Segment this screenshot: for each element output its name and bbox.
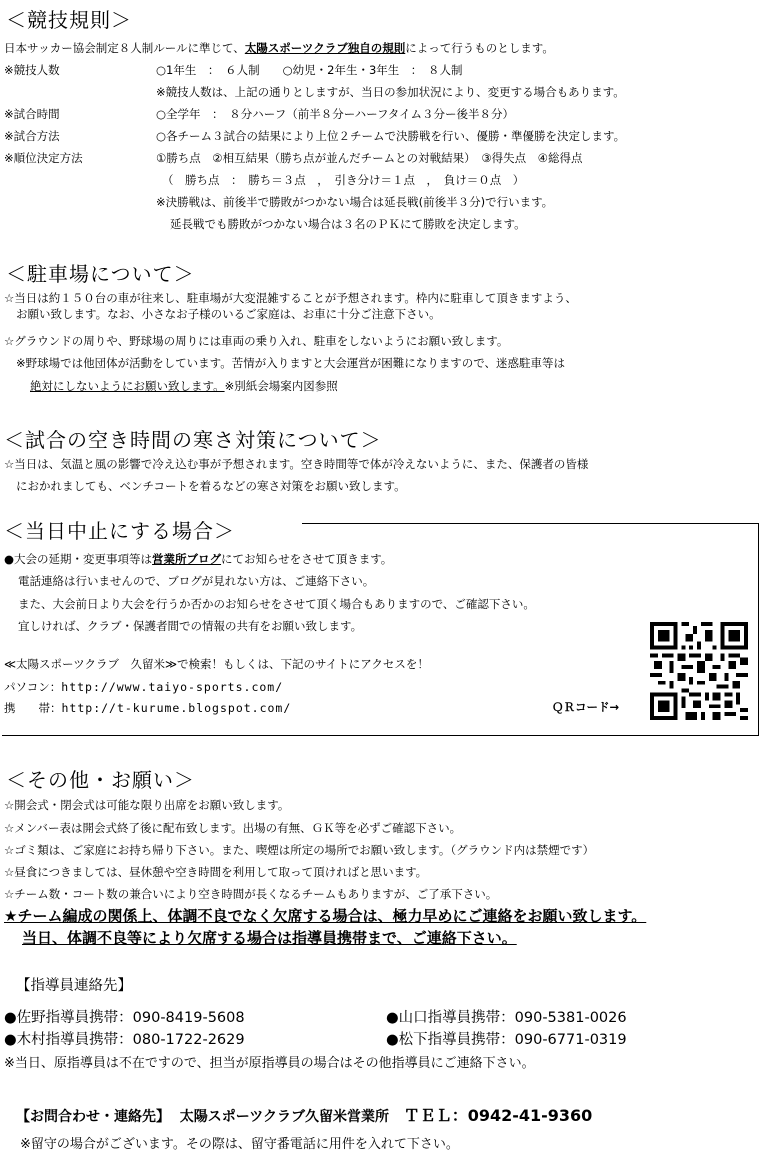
absence-notice-1: ★チーム編成の関係上、体調不良でなく欠席する場合は、極力早めにご連絡をお願い致します。 (4, 907, 647, 925)
rules-intro-bold: 太陽スポーツクラブ独自の規則 (244, 41, 406, 55)
other-heading: ＜その他・お願い＞ (6, 768, 195, 792)
pc-url-row (4, 679, 283, 695)
other-line-1: ☆開会式・閉会式は可能な限り出席をお願い致します。 (4, 798, 290, 812)
method-text: ○各チーム３試合の結果により上位２チームで決勝戦を行い、優勝・準優勝を決定します。 (156, 129, 626, 143)
mobile-url-link[interactable]: http://t-kurume.blogspot.com/ (61, 701, 292, 715)
parking-line-4: ※野球場では他団体が活動をしています。苦情が入りますと大会運営が困難になりますので、迷惑駐車等は (16, 356, 565, 370)
players-text: ○1年生 ： ６人制 ○幼児・2年生・3年生 ： ８人制 (156, 63, 463, 77)
inquiry-tel: ＴＥＬ：0942-41-9360 (403, 1106, 593, 1125)
mobile-url-row (4, 700, 291, 716)
method-label: ※試合方法 (4, 129, 60, 143)
cancel-search-text: ≪太陽スポーツクラブ 久留米≫で検索！もしくは、下記のサイトにアクセスを！ (4, 657, 429, 671)
players-label: ※競技人数 (4, 63, 60, 77)
coach-contact-kimura: ●木村指導員携帯：080-1722-2629 (4, 1032, 245, 1048)
other-line-2: ☆メンバー表は開会式終了後に配布致します。出場の有無、ＧＫ等を必ずご確認下さい。 (4, 821, 462, 835)
inquiry-label: 【お問合わせ・連絡先】 (16, 1109, 170, 1125)
points-text: （ 勝ち点 ： 勝ち＝３点 ， 引き分け＝１点 ， 負け＝０点 ） (162, 173, 525, 187)
parking-line-3: ☆グラウンドの周りや、野球場の周りには車両の乗り入れ、駐車をしないようにお願い致します。 (4, 334, 509, 348)
rules-intro-post: によって行うものとします。 (405, 41, 554, 55)
rules-intro-pre: 日本サッカー協会制定８人制ルールに準じて、 (4, 41, 245, 55)
coaches-note: ※当日、原指導員は不在ですので、担当が原指導員の場合はその他指導員にご連絡下さい。 (4, 1056, 535, 1071)
inquiry-note: ※留守の場合がございます。その際は、留守番電話に用件を入れて下さい。 (20, 1137, 459, 1152)
cancel-line-1 (4, 551, 392, 567)
parking-line-2: お願い致します。なお、小さなお子様のいるご家庭は、お車に十分ご注意下さい。 (16, 307, 441, 321)
inquiry-office: 太陽スポーツクラブ久留米営業所 (179, 1109, 390, 1125)
cancel-line-1-post: にてお知らせをさせて頂きます。 (221, 552, 393, 566)
rules-heading: ＜競技規則＞ (6, 8, 132, 32)
absence-notice-2: 当日、体調不良等により欠席する場合は指導員携帯まで、ご連絡下さい。 (22, 929, 517, 947)
final-note-2: 延長戦でも勝敗がつかない場合は３名のＰＫにて勝敗を決定します。 (170, 217, 526, 231)
pc-url-link[interactable]: http://www.taiyo-sports.com/ (61, 680, 284, 694)
other-line-3: ☆ゴミ類は、ご家庭にお持ち帰り下さい。また、喫煙は所定の場所でお願い致します。（グラウンド内は禁煙です） (4, 843, 595, 857)
coach-contact-sano: ●佐野指導員携帯：090-8419-5608 (4, 1010, 245, 1026)
coaches-heading: 【指導員連絡先】 (16, 978, 132, 994)
time-label: ※試合時間 (4, 107, 60, 121)
coach-contact-matsushita: ●松下指導員携帯：090-6771-0319 (386, 1032, 627, 1048)
parking-heading: ＜駐車場について＞ (6, 262, 195, 286)
inquiry-row (16, 1103, 592, 1126)
cold-heading: ＜試合の空き時間の寒さ対策について＞ (4, 428, 382, 452)
mobile-label: 携 帯： (4, 701, 62, 715)
parking-warning-underlined: 絶対にしないようにお願い致します。 (30, 379, 225, 393)
other-line-4: ☆昼食につきましては、昼休憩や空き時間を利用して取って頂ければと思います。 (4, 865, 428, 879)
players-note: ※競技人数は、上記の通りとしますが、当日の参加状況により、変更する場合もあります。 (156, 85, 625, 99)
other-line-5: ☆チーム数・コート数の兼合いにより空き時間が長くなるチームもありますが、ご了承下さい。 (4, 887, 498, 901)
qr-code-image[interactable] (650, 622, 748, 720)
parking-line-1: ☆当日は約１５０台の車が往来し、駐車場が大変混雑することが予想されます。枠内に駐車して頂きますよう、 (4, 291, 577, 305)
final-note-1: ※決勝戦は、前後半で勝敗がつかない場合は延長戦(前後半３分)で行います。 (156, 195, 554, 209)
parking-line-5 (30, 378, 338, 394)
cancel-line-3: また、大会前日より大会を行うか否かのお知らせをさせて頂く場合もありますので、ご確認下さい。 (18, 597, 535, 611)
qr-label: ＱＲコード→ (552, 700, 620, 714)
rules-intro (4, 40, 554, 56)
pc-label: パソコン： (4, 680, 62, 694)
blog-link-text: 営業所ブログ (152, 552, 222, 566)
cancel-line-4: 宜しければ、クラブ・保護者間での情報の共有をお願い致します。 (18, 619, 363, 633)
cancel-line-2: 電話連絡は行いませんので、ブログが見れない方は、ご連絡下さい。 (18, 574, 375, 588)
cold-line-2: におかれましても、ベンチコートを着るなどの寒さ対策をお願い致します。 (16, 479, 406, 493)
time-text: ○全学年 ： ８分ハーフ（前半８分ーハーフタイム３分ー後半８分） (156, 107, 515, 121)
coach-contact-yamaguchi: ●山口指導員携帯：090-5381-0026 (386, 1010, 627, 1026)
parking-map-ref: ※別紙会場案内図参照 (224, 379, 338, 393)
cold-line-1: ☆当日は、気温と風の影響で冷え込む事が予想されます。空き時間等で体が冷えないように、また、保護者の皆様 (4, 457, 589, 471)
rank-text: ①勝ち点 ②相互結果（勝ち点が並んだチームとの対戦結果） ③得失点 ④総得点 (156, 151, 583, 165)
cancel-line-1-pre: ●大会の延期・変更事項等は (4, 552, 153, 566)
rank-label: ※順位決定方法 (4, 151, 83, 165)
cancel-heading: ＜当日中止にする場合＞ (4, 515, 239, 544)
